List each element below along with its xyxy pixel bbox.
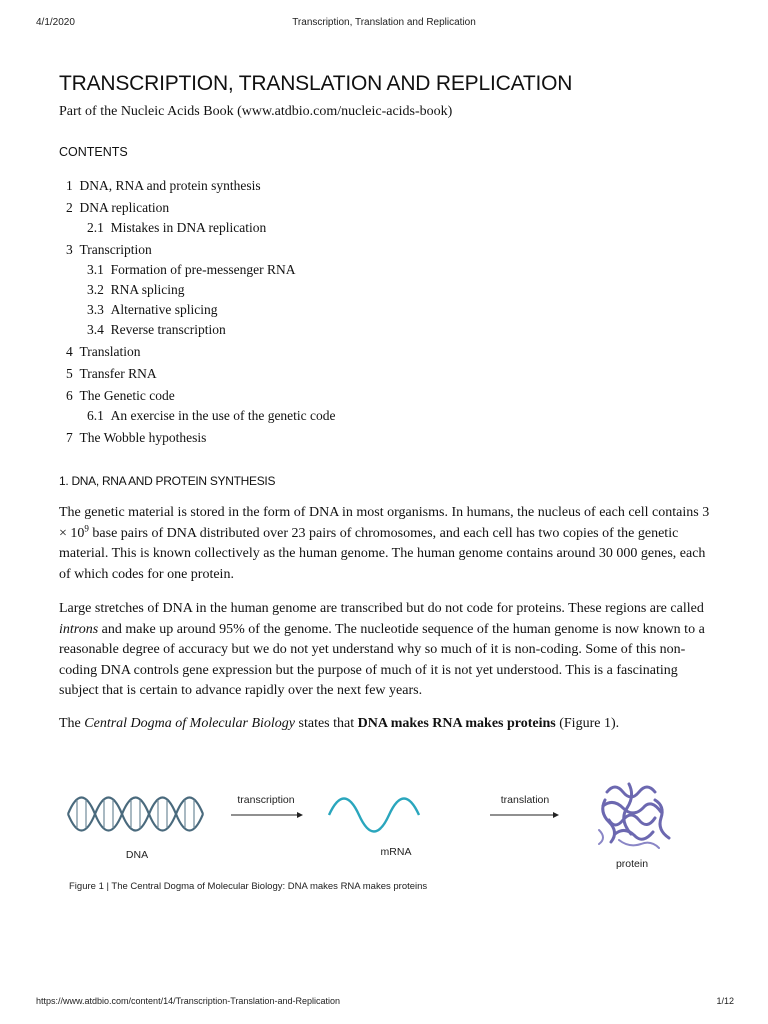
mrna-label: mRNA (380, 846, 412, 858)
page-number: 1/12 (716, 996, 734, 1006)
transcription-label: transcription (237, 794, 295, 806)
translation-label: translation (500, 794, 550, 806)
paragraph: Large stretches of DNA in the human genome are transcribed but do not code for proteins. These regions are called introns and make up around 95% of the genome. The nucleotide sequence of the human genome is now known to a reasonable degree of accuracy but we do not yet understand why so much of it is non-coding. Some of this non-coding DNA controls gene expression but the purpose of much of it is not yet understood. This is a fascinating subject that is certain to advance rapidly over the next few years. (59, 601, 705, 698)
toc-subitem[interactable]: 3.1 Formation of pre-messenger RNA (87, 262, 296, 277)
toc-item[interactable]: 7 The Wobble hypothesis (66, 430, 207, 445)
paragraph: The genetic material is stored in the form of DNA in most organisms. In humans, the nucleus of each cell contains $3 \times 10^9$ base pairs of DNA distributed over 23 pairs of chromosomes, and each cell has two copies of the genetic material. This is known collectively as the human genome. The human genome contains around 30 000 genes, each of which codes for one protein. (59, 505, 710, 582)
toc-subitem[interactable]: 3.3 Alternative splicing (87, 302, 218, 317)
toc-subitem[interactable]: 3.4 Reverse transcription (87, 322, 226, 337)
toc-subitem[interactable]: 2.1 Mistakes in DNA replication (87, 220, 267, 235)
toc-item[interactable]: 6 The Genetic code (66, 388, 175, 403)
footer-url[interactable]: https://www.atdbio.com/content/14/Transcription-Translation-and-Replication (36, 996, 340, 1006)
toc-item[interactable]: 3 Transcription (66, 242, 152, 257)
table-of-contents (66, 176, 336, 448)
toc-item[interactable]: 5 Transfer RNA (66, 366, 157, 381)
contents-heading: CONTENTS (59, 145, 128, 159)
page-subtitle[interactable]: Part of the Nucleic Acids Book (www.atdbio.com/nucleic-acids-book) (59, 104, 453, 119)
toc-subitem[interactable]: 3.2 RNA splicing (87, 282, 185, 297)
mrna-strand-icon (329, 799, 419, 832)
central-dogma-figure (59, 760, 715, 880)
toc-item[interactable]: 4 Translation (66, 344, 141, 359)
paragraph: The Central Dogma of Molecular Biology states that DNA makes RNA makes proteins (Figure 1). (59, 716, 620, 731)
translation-arrow-icon (490, 812, 559, 818)
protein-label: protein (615, 858, 649, 870)
toc-item[interactable]: 1 DNA, RNA and protein synthesis (66, 178, 261, 193)
header-title: Transcription, Translation and Replication (292, 17, 476, 28)
header-date: 4/1/2020 (36, 17, 75, 28)
figure-caption: Figure 1 | The Central Dogma of Molecular Biology: DNA makes RNA makes proteins (69, 881, 428, 892)
toc-item[interactable]: 2 DNA replication (66, 200, 170, 215)
dna-helix-icon (68, 798, 203, 831)
transcription-arrow-icon (231, 812, 303, 818)
protein-structure-icon (599, 784, 669, 848)
toc-subitem[interactable]: 6.1 An exercise in the use of the genetic code (87, 408, 336, 423)
dna-label: DNA (125, 849, 149, 861)
page-title: TRANSCRIPTION, TRANSLATION AND REPLICATION (59, 72, 573, 95)
section-heading: 1. DNA, RNA AND PROTEIN SYNTHESIS (59, 474, 276, 488)
